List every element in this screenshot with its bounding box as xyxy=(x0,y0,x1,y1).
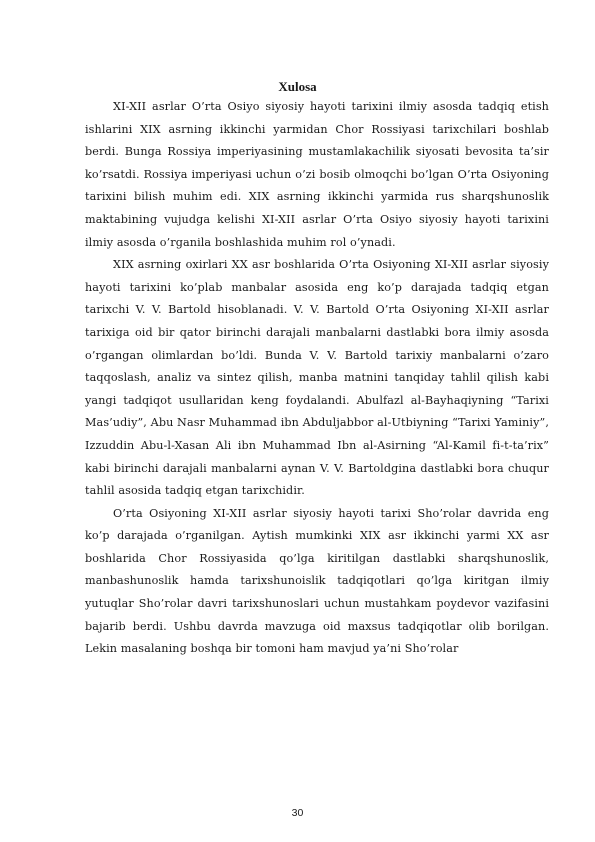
body-text xyxy=(85,96,549,661)
paragraph-2: XIX asrning oxirlari XX asr boshlarida O’rta Osiyoning XI-XII asrlar siyosiy hayoti tarixini ko’plab manbalar asosida eng ko’p darajada tadqiq etgan tarixchi V. V. Bartold hisoblanadi. V. V. Bartold O’rta Osiyoning XI-XII asrlar tarixiga oid bir qator birinchi darajali manbalarni dastlabki bora ilmiy asosda o’rgangan olimlardan bo’ldi. Bunda V. V. Bartold tarixiy manbalarni o’zaro taqqoslash, analiz va sintez qilish, manba matnini tanqiday tahlil qilish kabi yangi tadqiqot usullaridan keng foydalandi. Abulfazl al-Bayhaqiyning “Tarixi Mas’udiy”, Abu Nasr Muhammad ibn Abduljabbor al-Utbiyning “Tarixi Yaminiy”, Izzuddin Abu-l-Xasan Ali ibn Muhammad Ibn al-Asirning “Al-Kamil fi-t-ta’rix” kabi birinchi darajali manbalarni aynan V. V. Bartoldgina dastlabki bora chuqur tahlil asosida tadqiq etgan tarixchidir. xyxy=(85,258,549,498)
page-title: Xulosa xyxy=(278,79,317,94)
paragraph-1: XI-XII asrlar O’rta Osiyo siyosiy hayoti tarixini ilmiy asosda tadqiq etish ishlarini XIX asrning ikkinchi yarmidan Chor Rossiyasi tarixchilari boshlab berdi. Bunga Rossiya imperiyasining mustamlakachilik siyosati bevosita ta’sir ko’rsatdi. Rossiya imperiyasi uchun o’zi bosib olmoqchi bo’lgan O’rta Osiyoning tarixini bilish muhim edi. XIX asrning ikkinchi yarmida rus sharqshunoslik maktabining vujudga kelishi XI-XII asrlar O’rta Osiyo siyosiy hayoti tarixini ilmiy asosda o’rganila boshlashida muhim rol o’ynadi. xyxy=(85,100,549,249)
page-number: 30 xyxy=(291,807,304,819)
paragraph-3: O’rta Osiyoning XI-XII asrlar siyosiy hayoti tarixi Sho’rolar davrida eng ko’p darajada o’rganilgan. Aytish mumkinki XIX asr ikkinchi yarmi XX asr boshlarida Chor Rossiyasida qo’lga kiritilgan dastlabki sharqshunoslik, manbashunoslik hamda tarixshunoislik tadqiqotlari qo’lga kiritgan ilmiy yutuqlar Sho’rolar davri tarixshunoslari uchun mustahkam poydevor vazifasini bajarib berdi. Ushbu davrda mavzuga oid maxsus tadqiqotlar olib borilgan. Lekin masalaning boshqa bir tomoni ham mavjud ya’ni Sho’rolar xyxy=(85,506,549,656)
